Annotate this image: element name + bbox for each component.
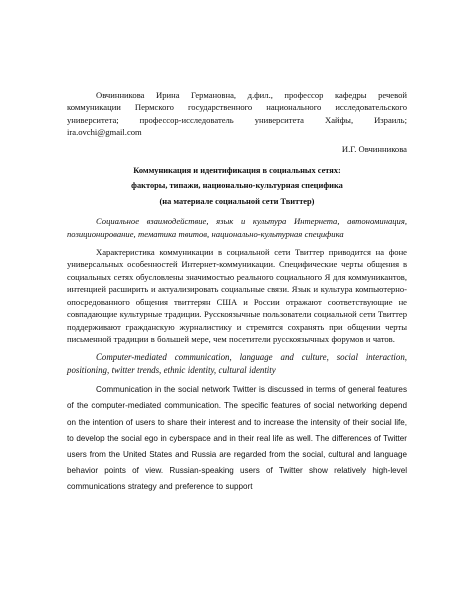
abstract-english: Communication in the social network Twitter is discussed in terms of general features of the computer-mediated communication. The specific features of social networking depend on the intention of users to share their interest and to increase the intensity of their social life, to develop the social ego in cyberspace and in their real life as well. The differences of Twitter users from the United States and Russia are regarded from the social, cultural and language behavior points of view. Russian-speaking users of Twitter show relatively high-level communications strategy and preference to support bbox=[67, 385, 407, 492]
author-info: Овчинникова Ирина Германовна, д.фил., профессор кафедры речевой коммуникации Пермского государственного национального исследовательского университета; профессор-исследователь университета Хайфы, Израиль; ira.ovchi@gmail.com bbox=[67, 90, 407, 138]
title-line-2: факторы, типажи, национально-культурная специфика bbox=[131, 181, 343, 191]
article-title bbox=[67, 163, 407, 209]
keywords-english: Computer-mediated communication, language and culture, social interaction, positioning, twitter trends, ethnic identity, cultural identity bbox=[67, 352, 407, 375]
title-line-3: (на материале социальной сети Твиттер) bbox=[159, 196, 315, 206]
abstract-russian: Характеристика коммуникации в социальной сети Твиттер приводится на фоне универсальных особенностей Интернет-коммуникации. Специфические черты общения в социальных сетях обусловлены значимостью реального социального Я для коммуникантов, интенцией расширить и актуализировать социальные связи. Язык и культура компьютерно-опосредованного общения твиттерян США и России отражают соответствующие не совпадающие культурные традиции. Русскоязычные пользователи социальной сети Твиттер поддерживают гражданскую журналистику и стремятся сохранять при общении черты письменной традиции в большей мере, чем посетители русскоязычных форумов и чатов. bbox=[67, 247, 407, 344]
keywords-russian: Социальное взаимодействие, язык и культура Интернета, автономинация, позиционирование, тематика твитов, национально-культурная специфика bbox=[67, 216, 407, 239]
title-line-1: Коммуникация и идентификация в социальных сетях: bbox=[133, 166, 341, 176]
author-signature: И.Г. Овчинникова bbox=[341, 143, 407, 154]
